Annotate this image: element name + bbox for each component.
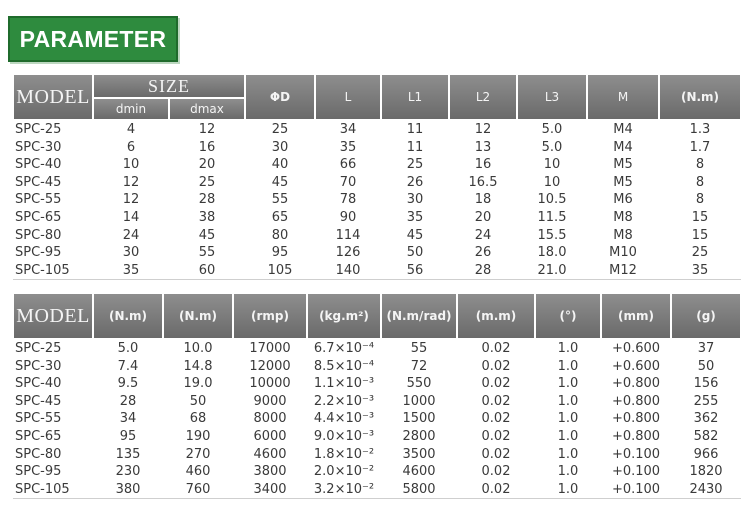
size-subheader-dmin: dmin — [93, 98, 169, 120]
table-cell: 4600 — [253, 446, 287, 462]
table-cell: M4 — [613, 139, 633, 155]
table-cell: 3500 — [402, 446, 436, 462]
table-cell: 30 — [271, 139, 289, 155]
table-row — [13, 120, 741, 139]
table-cell: 15 — [691, 209, 709, 225]
table-cell: 95 — [271, 245, 289, 261]
table-cell: 966 — [693, 446, 719, 462]
model-cell: SPC-80 — [15, 446, 62, 462]
table-cell: 50 — [697, 358, 715, 374]
model-cell: SPC-25 — [15, 341, 62, 356]
table-cell: 10 — [122, 157, 140, 173]
table-cell: 26 — [474, 245, 492, 261]
table-cell: 380 — [93, 481, 163, 499]
size-header: SIZE — [93, 74, 245, 98]
table-cell: 1500 — [402, 411, 436, 427]
table-cell: 55 — [271, 192, 289, 208]
table-cell: 78 — [339, 192, 357, 208]
table-cell: 1.0 — [557, 464, 579, 480]
table-cell: 12 — [122, 192, 140, 208]
table-cell: +0.800 — [611, 393, 661, 409]
parameter-title: PARAMETER — [8, 16, 178, 62]
table-row — [13, 139, 741, 157]
table-cell: 10000 — [249, 376, 291, 392]
table-cell: 72 — [410, 358, 428, 374]
table-cell: 2.0×10⁻² — [313, 464, 375, 480]
table-cell: 40 — [271, 157, 289, 173]
table-cell: 30 — [406, 192, 424, 208]
table-cell: M4 — [613, 122, 633, 137]
table-cell: 2.2×10⁻³ — [313, 393, 375, 409]
column-header: (°) — [535, 293, 601, 339]
table-cell: 0.02 — [481, 428, 511, 444]
table-cell: 0.02 — [481, 446, 511, 462]
table-cell: 55 — [198, 245, 216, 261]
table-row — [13, 174, 741, 192]
table-cell: 25 — [198, 174, 216, 190]
table-cell: 5.0 — [117, 341, 139, 356]
size-subheader-dmax: dmax — [169, 98, 245, 120]
table-cell: 35 — [93, 262, 169, 280]
table-cell: 14.8 — [183, 358, 213, 374]
table-cell: 95 — [119, 428, 137, 444]
table-cell: 24 — [474, 227, 492, 243]
table-cell: 34 — [339, 122, 357, 137]
table-row — [13, 244, 741, 262]
table-cell: 12000 — [249, 358, 291, 374]
table-cell: 8 — [695, 174, 705, 190]
table-row — [13, 262, 741, 280]
table-cell: 5.0 — [541, 139, 563, 155]
table-row — [13, 209, 741, 227]
table-cell: 11.5 — [537, 209, 567, 225]
table-cell: 19.0 — [183, 376, 213, 392]
table-cell: 25 — [691, 245, 709, 261]
model-cell: SPC-65 — [15, 209, 62, 225]
table-cell: 1.0 — [535, 481, 601, 499]
table-cell: 9000 — [253, 393, 287, 409]
table-cell: 1.0 — [557, 376, 579, 392]
model-cell: SPC-45 — [15, 393, 62, 409]
table-cell: 760 — [163, 481, 233, 499]
table-cell: 70 — [339, 174, 357, 190]
table-cell: 5800 — [381, 481, 457, 499]
table-row — [13, 410, 741, 428]
table-cell: 45 — [198, 227, 216, 243]
table-cell: 9.5 — [117, 376, 139, 392]
table-cell: 18.0 — [537, 245, 567, 261]
table-cell: 2430 — [671, 481, 741, 499]
table-cell: 45 — [406, 227, 424, 243]
table-cell: 4600 — [402, 464, 436, 480]
table-cell: 24 — [122, 227, 140, 243]
model-cell: SPC-65 — [15, 428, 62, 444]
table-row — [13, 156, 741, 174]
table-cell: 1.7 — [689, 139, 711, 155]
column-header: (N.m/rad) — [381, 293, 457, 339]
table-cell: 3.2×10⁻² — [307, 481, 381, 499]
table-cell: 135 — [115, 446, 141, 462]
table-cell: 65 — [271, 209, 289, 225]
table-row — [13, 358, 741, 376]
table-cell: 50 — [189, 393, 207, 409]
column-header: L — [315, 74, 381, 120]
table-cell: 0.02 — [457, 481, 535, 499]
table-cell: 16 — [474, 157, 492, 173]
table-cell: 0.02 — [481, 393, 511, 409]
model-cell: SPC-80 — [15, 227, 62, 243]
table-cell: 0.02 — [481, 358, 511, 374]
model-cell: SPC-95 — [15, 245, 62, 261]
table-cell: 6.7×10⁻⁴ — [313, 341, 375, 356]
column-header: M — [587, 74, 659, 120]
table-cell: 550 — [406, 376, 432, 392]
table-cell: 10 — [543, 157, 561, 173]
performance-table — [12, 292, 742, 499]
table-cell: 21.0 — [517, 262, 587, 280]
table-cell: 28 — [119, 393, 137, 409]
table-cell: 25 — [406, 157, 424, 173]
table-cell: 8000 — [253, 411, 287, 427]
table-cell: 16.5 — [468, 174, 498, 190]
table-cell: 8.5×10⁻⁴ — [313, 358, 375, 374]
table-cell: 156 — [693, 376, 719, 392]
model-header: MODEL — [13, 74, 93, 120]
table-cell: 582 — [693, 428, 719, 444]
table-cell: 56 — [381, 262, 449, 280]
table-cell: 16 — [198, 139, 216, 155]
table-cell: M6 — [613, 192, 633, 208]
table-cell: 1.0 — [557, 341, 579, 356]
table-cell: 10 — [543, 174, 561, 190]
table-cell: 90 — [339, 209, 357, 225]
table-cell: 3400 — [233, 481, 307, 499]
table-row — [13, 481, 741, 499]
table-cell: 460 — [185, 464, 211, 480]
table-cell: +0.800 — [611, 376, 661, 392]
table-cell: 4 — [126, 122, 136, 137]
table-cell: M5 — [613, 157, 633, 173]
table-row — [13, 191, 741, 209]
table-cell: 1.3 — [689, 122, 711, 137]
table-cell: 4.4×10⁻³ — [313, 411, 375, 427]
column-header: (N.m) — [659, 74, 741, 120]
table-cell: 255 — [693, 393, 719, 409]
column-header: L3 — [517, 74, 587, 120]
table-row — [13, 375, 741, 393]
table-cell: 140 — [315, 262, 381, 280]
table-cell: 17000 — [249, 341, 291, 356]
table-row — [13, 339, 741, 358]
table-cell: 11 — [406, 139, 424, 155]
table-cell: 55 — [410, 341, 428, 356]
table-cell: 1.0 — [557, 428, 579, 444]
table-cell: 26 — [406, 174, 424, 190]
table-cell: 10.0 — [183, 341, 213, 356]
table-cell: +0.800 — [611, 411, 661, 427]
table-row — [13, 227, 741, 245]
table-cell: 0.02 — [481, 376, 511, 392]
model-cell: SPC-30 — [15, 139, 62, 155]
table-cell: 105 — [245, 262, 315, 280]
table-row — [13, 428, 741, 446]
table-cell: 50 — [406, 245, 424, 261]
column-header: (rmp) — [233, 293, 307, 339]
table-cell: M10 — [609, 245, 637, 261]
table-cell: 1.0 — [557, 446, 579, 462]
table-cell: 35 — [659, 262, 741, 280]
table-cell: 1.0 — [557, 393, 579, 409]
table-cell: 14 — [122, 209, 140, 225]
column-header: (kg.m²) — [307, 293, 381, 339]
table-cell: 6000 — [253, 428, 287, 444]
table-cell: 25 — [271, 122, 289, 137]
column-header: (m.m) — [457, 293, 535, 339]
table-cell: M12 — [587, 262, 659, 280]
table-cell: 30 — [122, 245, 140, 261]
table-cell: 10.5 — [537, 192, 567, 208]
table-cell: 68 — [189, 411, 207, 427]
table-cell: 11 — [406, 122, 424, 137]
table-cell: 38 — [198, 209, 216, 225]
table-cell: M8 — [613, 227, 633, 243]
table-cell: 126 — [335, 245, 361, 261]
table-cell: 35 — [339, 139, 357, 155]
table-cell: 20 — [198, 157, 216, 173]
table-cell: 3800 — [253, 464, 287, 480]
table-cell: 1.0 — [557, 358, 579, 374]
table-cell: 190 — [185, 428, 211, 444]
table-cell: 34 — [119, 411, 137, 427]
table-cell: 0.02 — [481, 341, 511, 356]
model-header: MODEL — [13, 293, 93, 339]
table-cell: M8 — [613, 209, 633, 225]
table-cell: 1000 — [402, 393, 436, 409]
column-header: (N.m) — [93, 293, 163, 339]
table-cell: 362 — [693, 411, 719, 427]
model-cell: SPC-25 — [15, 122, 62, 137]
table-cell: 45 — [271, 174, 289, 190]
table-cell: 80 — [271, 227, 289, 243]
table-cell: 12 — [122, 174, 140, 190]
table-cell: 15.5 — [537, 227, 567, 243]
table-cell: 8 — [695, 192, 705, 208]
table-cell: +0.100 — [601, 481, 671, 499]
table-cell: 13 — [474, 139, 492, 155]
model-cell: SPC-55 — [15, 411, 62, 427]
table-cell: 0.02 — [481, 411, 511, 427]
model-cell: SPC-40 — [15, 157, 62, 173]
table-cell: 12 — [198, 122, 216, 137]
model-cell: SPC-45 — [15, 174, 62, 190]
table-cell: 6 — [126, 139, 136, 155]
table-cell: 20 — [474, 209, 492, 225]
column-header: ΦD — [245, 74, 315, 120]
table-cell: 0.02 — [481, 464, 511, 480]
model-cell: SPC-30 — [15, 358, 62, 374]
table-row — [13, 393, 741, 411]
table-cell: 8 — [695, 157, 705, 173]
column-header: (N.m) — [163, 293, 233, 339]
column-header: (g) — [671, 293, 741, 339]
model-cell: SPC-95 — [15, 464, 62, 480]
table-cell: 28 — [449, 262, 517, 280]
table-cell: +0.600 — [611, 358, 661, 374]
table-cell: 12 — [474, 122, 492, 137]
table-cell: 114 — [335, 227, 361, 243]
table-cell: 2800 — [402, 428, 436, 444]
table-cell: +0.600 — [611, 341, 661, 356]
table-cell: +0.100 — [611, 464, 661, 480]
table-row — [13, 463, 741, 481]
table-cell: 9.0×10⁻³ — [313, 428, 375, 444]
model-cell: SPC-40 — [15, 376, 62, 392]
table-cell: 35 — [406, 209, 424, 225]
table-cell: M5 — [613, 174, 633, 190]
table-cell: 28 — [198, 192, 216, 208]
table-cell: +0.800 — [611, 428, 661, 444]
dimension-table — [12, 73, 742, 280]
model-cell: SPC-105 — [13, 262, 93, 280]
table-cell: 1.8×10⁻² — [313, 446, 375, 462]
table-row — [13, 446, 741, 464]
table-cell: 230 — [115, 464, 141, 480]
table-cell: 18 — [474, 192, 492, 208]
table-cell: 5.0 — [541, 122, 563, 137]
table-cell: 1.1×10⁻³ — [313, 376, 375, 392]
column-header: L2 — [449, 74, 517, 120]
column-header: (mm) — [601, 293, 671, 339]
table-cell: 1820 — [689, 464, 723, 480]
table-cell: 37 — [697, 341, 715, 356]
table-cell: 60 — [169, 262, 245, 280]
table-cell: 66 — [339, 157, 357, 173]
column-header: L1 — [381, 74, 449, 120]
table-cell: 15 — [691, 227, 709, 243]
table-cell: +0.100 — [611, 446, 661, 462]
table-cell: 1.0 — [557, 411, 579, 427]
model-cell: SPC-55 — [15, 192, 62, 208]
model-cell: SPC-105 — [13, 481, 93, 499]
table-cell: 270 — [185, 446, 211, 462]
table-cell: 7.4 — [117, 358, 139, 374]
